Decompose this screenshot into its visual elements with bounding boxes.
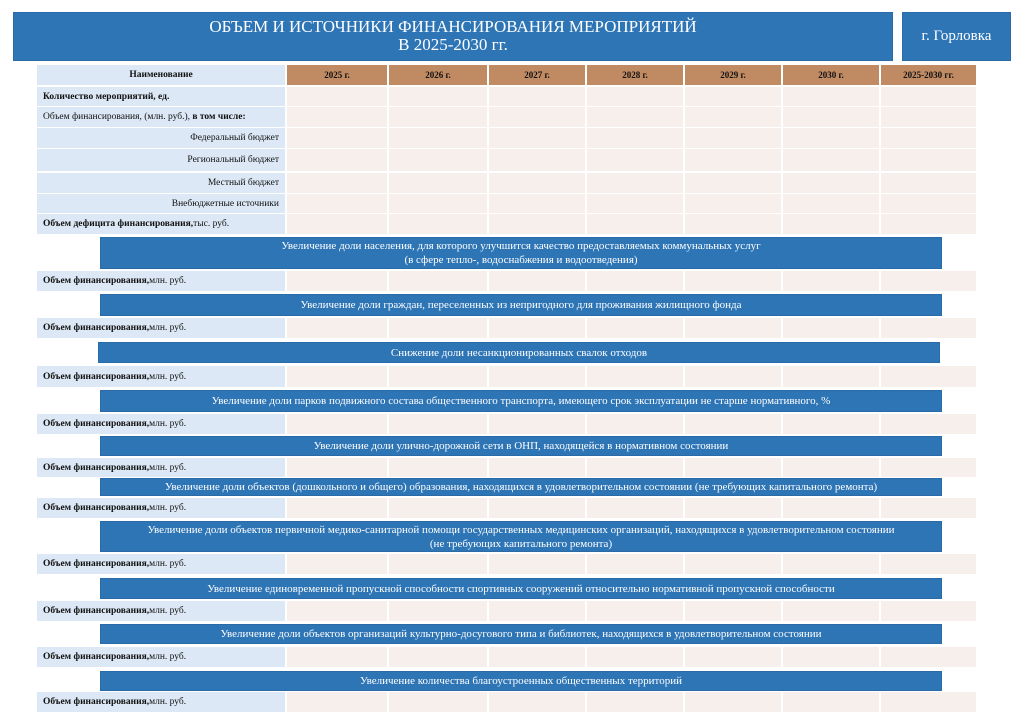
data-cell[interactable] <box>783 149 881 171</box>
data-cell[interactable] <box>389 149 489 171</box>
row-label: Объем финансирования, млн. руб. <box>37 271 287 291</box>
data-cell[interactable] <box>489 554 587 574</box>
row-label: Объем финансирования, млн. руб. <box>37 366 287 387</box>
data-cell[interactable] <box>389 458 489 477</box>
data-cell[interactable] <box>389 271 489 291</box>
section-header: Увеличение доли объектов первичной медико-санитарной помощи государственных медицинских организаций, находящихся в удовлетворительном состоянии (не требующих капитального ремонта) <box>100 521 942 552</box>
data-cell[interactable] <box>287 366 389 387</box>
data-cell[interactable] <box>489 149 587 171</box>
data-cell[interactable] <box>881 692 978 712</box>
data-cell[interactable] <box>389 107 489 127</box>
data-cell[interactable] <box>287 194 389 213</box>
year-header-2027: 2027 г. <box>489 65 587 85</box>
data-cell[interactable] <box>489 498 587 518</box>
data-cell[interactable] <box>389 498 489 518</box>
data-cell[interactable] <box>881 214 978 234</box>
data-cell[interactable] <box>685 458 783 477</box>
data-cell[interactable] <box>881 601 978 621</box>
funding-row <box>37 318 978 338</box>
funding-row <box>37 271 978 291</box>
data-cell[interactable] <box>783 554 881 574</box>
section-header: Увеличение количества благоустроенных общественных территорий <box>100 671 942 691</box>
data-cell[interactable] <box>489 128 587 148</box>
data-cell[interactable] <box>587 458 685 477</box>
table-row <box>37 128 978 148</box>
data-cell[interactable] <box>389 87 489 106</box>
data-cell[interactable] <box>783 318 881 338</box>
data-cell[interactable] <box>685 647 783 667</box>
row-label: Объем финансирования, млн. руб. <box>37 692 287 712</box>
data-cell[interactable] <box>389 366 489 387</box>
funding-row <box>37 554 978 574</box>
data-cell[interactable] <box>287 271 389 291</box>
data-cell[interactable] <box>685 318 783 338</box>
row-label: Объем финансирования, (млн. руб.), в том числе: <box>37 107 287 127</box>
city-label: г. Горловка <box>902 12 1011 61</box>
data-cell[interactable] <box>287 647 389 667</box>
row-label: Региональный бюджет <box>37 149 287 171</box>
table-row <box>37 87 978 106</box>
data-cell[interactable] <box>881 366 978 387</box>
data-cell[interactable] <box>685 414 783 434</box>
data-cell[interactable] <box>287 458 389 477</box>
data-cell[interactable] <box>489 214 587 234</box>
data-cell[interactable] <box>489 271 587 291</box>
data-cell[interactable] <box>287 149 389 171</box>
data-cell[interactable] <box>287 601 389 621</box>
data-cell[interactable] <box>685 194 783 213</box>
data-cell[interactable] <box>881 647 978 667</box>
data-cell[interactable] <box>783 214 881 234</box>
funding-row <box>37 458 978 477</box>
data-cell[interactable] <box>685 554 783 574</box>
data-cell[interactable] <box>783 692 881 712</box>
funding-row <box>37 366 978 387</box>
data-cell[interactable] <box>881 271 978 291</box>
data-cell[interactable] <box>783 458 881 477</box>
data-cell[interactable] <box>587 149 685 171</box>
data-cell[interactable] <box>587 214 685 234</box>
data-cell[interactable] <box>389 194 489 213</box>
data-cell[interactable] <box>587 128 685 148</box>
row-label: Объем финансирования, млн. руб. <box>37 318 287 338</box>
data-cell[interactable] <box>287 107 389 127</box>
data-cell[interactable] <box>783 128 881 148</box>
year-header-2029: 2029 г. <box>685 65 783 85</box>
row-label: Количество мероприятий, ед. <box>37 87 287 106</box>
data-cell[interactable] <box>587 692 685 712</box>
data-cell[interactable] <box>587 414 685 434</box>
table-header-row <box>37 65 978 85</box>
data-cell[interactable] <box>881 149 978 171</box>
year-header-2026: 2026 г. <box>389 65 489 85</box>
year-header-2030: 2030 г. <box>783 65 881 85</box>
data-cell[interactable] <box>685 692 783 712</box>
section-header: Увеличение единовременной пропускной способности спортивных сооружений относительно нормативной пропускной способности <box>100 578 942 599</box>
data-cell[interactable] <box>783 414 881 434</box>
data-cell[interactable] <box>783 194 881 213</box>
data-cell[interactable] <box>881 498 978 518</box>
data-cell[interactable] <box>685 128 783 148</box>
page-title <box>13 12 893 61</box>
data-cell[interactable] <box>587 647 685 667</box>
data-cell[interactable] <box>685 366 783 387</box>
data-cell[interactable] <box>783 87 881 106</box>
data-cell[interactable] <box>389 128 489 148</box>
data-cell[interactable] <box>287 554 389 574</box>
data-cell[interactable] <box>587 318 685 338</box>
row-label: Объем дефицита финансирования, тыс. руб. <box>37 214 287 234</box>
section-header: Увеличение доли граждан, переселенных из непригодного для проживания жилищного фонда <box>100 294 942 316</box>
data-cell[interactable] <box>489 173 587 193</box>
data-cell[interactable] <box>783 498 881 518</box>
row-label: Местный бюджет <box>37 173 287 193</box>
data-cell[interactable] <box>389 554 489 574</box>
row-label: Объем финансирования, млн. руб. <box>37 647 287 667</box>
data-cell[interactable] <box>287 214 389 234</box>
data-cell[interactable] <box>783 366 881 387</box>
data-cell[interactable] <box>587 107 685 127</box>
data-cell[interactable] <box>287 173 389 193</box>
funding-row <box>37 498 978 518</box>
data-cell[interactable] <box>389 692 489 712</box>
data-cell[interactable] <box>489 87 587 106</box>
row-label: Внебюджетные источники <box>37 194 287 213</box>
data-cell[interactable] <box>587 87 685 106</box>
data-cell[interactable] <box>685 271 783 291</box>
title-line-1: ОБЪЕМ И ИСТОЧНИКИ ФИНАНСИРОВАНИЯ МЕРОПРИЯТИЙ <box>209 17 697 36</box>
data-cell[interactable] <box>685 107 783 127</box>
data-cell[interactable] <box>685 498 783 518</box>
funding-row <box>37 414 978 434</box>
data-cell[interactable] <box>783 107 881 127</box>
data-cell[interactable] <box>587 194 685 213</box>
data-cell[interactable] <box>489 647 587 667</box>
table-row <box>37 107 978 127</box>
data-cell[interactable] <box>685 173 783 193</box>
data-cell[interactable] <box>881 128 978 148</box>
year-header-2028: 2028 г. <box>587 65 685 85</box>
funding-row <box>37 692 978 712</box>
section-header: Увеличение доли населения, для которого улучшится качество предоставляемых коммунальных услуг (в сфере тепло-, водоснабжения и водоотведения) <box>100 237 942 269</box>
data-cell[interactable] <box>287 128 389 148</box>
data-cell[interactable] <box>587 173 685 193</box>
data-cell[interactable] <box>287 414 389 434</box>
data-cell[interactable] <box>685 601 783 621</box>
data-cell[interactable] <box>783 647 881 667</box>
section-header: Увеличение доли объектов организаций культурно-досугового типа и библиотек, находящихся в удовлетворительном состоянии <box>100 624 942 644</box>
row-label: Объем финансирования, млн. руб. <box>37 554 287 574</box>
data-cell[interactable] <box>287 692 389 712</box>
data-cell[interactable] <box>783 173 881 193</box>
data-cell[interactable] <box>783 271 881 291</box>
section-header: Увеличение доли парков подвижного состава общественного транспорта, имеющего срок эксплуатации не старше нормативного, % <box>100 390 942 412</box>
data-cell[interactable] <box>389 318 489 338</box>
data-cell[interactable] <box>881 414 978 434</box>
table-row <box>37 149 978 171</box>
data-cell[interactable] <box>489 692 587 712</box>
year-header-total: 2025-2030 гг. <box>881 65 978 85</box>
data-cell[interactable] <box>389 414 489 434</box>
row-label: Объем финансирования, млн. руб. <box>37 498 287 518</box>
title-line-2: В 2025-2030 гг. <box>398 35 508 54</box>
data-cell[interactable] <box>287 87 389 106</box>
data-cell[interactable] <box>685 214 783 234</box>
data-cell[interactable] <box>783 601 881 621</box>
year-header-2025: 2025 г. <box>287 65 389 85</box>
section-header: Увеличение доли улично-дорожной сети в ОНП, находящейся в нормативном состоянии <box>100 436 942 456</box>
data-cell[interactable] <box>587 554 685 574</box>
data-cell[interactable] <box>489 366 587 387</box>
table-row <box>37 214 978 234</box>
data-cell[interactable] <box>881 554 978 574</box>
name-column-header: Наименование <box>37 65 287 85</box>
data-cell[interactable] <box>489 601 587 621</box>
data-cell[interactable] <box>489 107 587 127</box>
row-label: Объем финансирования, млн. руб. <box>37 458 287 477</box>
data-cell[interactable] <box>489 414 587 434</box>
data-cell[interactable] <box>881 194 978 213</box>
funding-row <box>37 601 978 621</box>
data-cell[interactable] <box>287 318 389 338</box>
data-cell[interactable] <box>389 214 489 234</box>
data-cell[interactable] <box>881 107 978 127</box>
data-cell[interactable] <box>685 87 783 106</box>
funding-row <box>37 647 978 667</box>
data-cell[interactable] <box>489 458 587 477</box>
data-cell[interactable] <box>881 87 978 106</box>
data-cell[interactable] <box>489 194 587 213</box>
data-cell[interactable] <box>685 149 783 171</box>
section-header: Снижение доли несанкционированных свалок отходов <box>98 342 940 363</box>
data-cell[interactable] <box>389 601 489 621</box>
data-cell[interactable] <box>881 318 978 338</box>
data-cell[interactable] <box>881 458 978 477</box>
data-cell[interactable] <box>587 601 685 621</box>
data-cell[interactable] <box>587 366 685 387</box>
row-label: Федеральный бюджет <box>37 128 287 148</box>
data-cell[interactable] <box>389 647 489 667</box>
data-cell[interactable] <box>287 498 389 518</box>
data-cell[interactable] <box>587 271 685 291</box>
row-label: Объем финансирования, млн. руб. <box>37 601 287 621</box>
data-cell[interactable] <box>389 173 489 193</box>
table-row <box>37 173 978 193</box>
data-cell[interactable] <box>881 173 978 193</box>
data-cell[interactable] <box>489 318 587 338</box>
row-label: Объем финансирования, млн. руб. <box>37 414 287 434</box>
table-row <box>37 194 978 213</box>
section-header: Увеличение доли объектов (дошкольного и общего) образования, находящихся в удовлетворительном состоянии (не требующих капитального ремонта) <box>100 478 942 496</box>
data-cell[interactable] <box>587 498 685 518</box>
